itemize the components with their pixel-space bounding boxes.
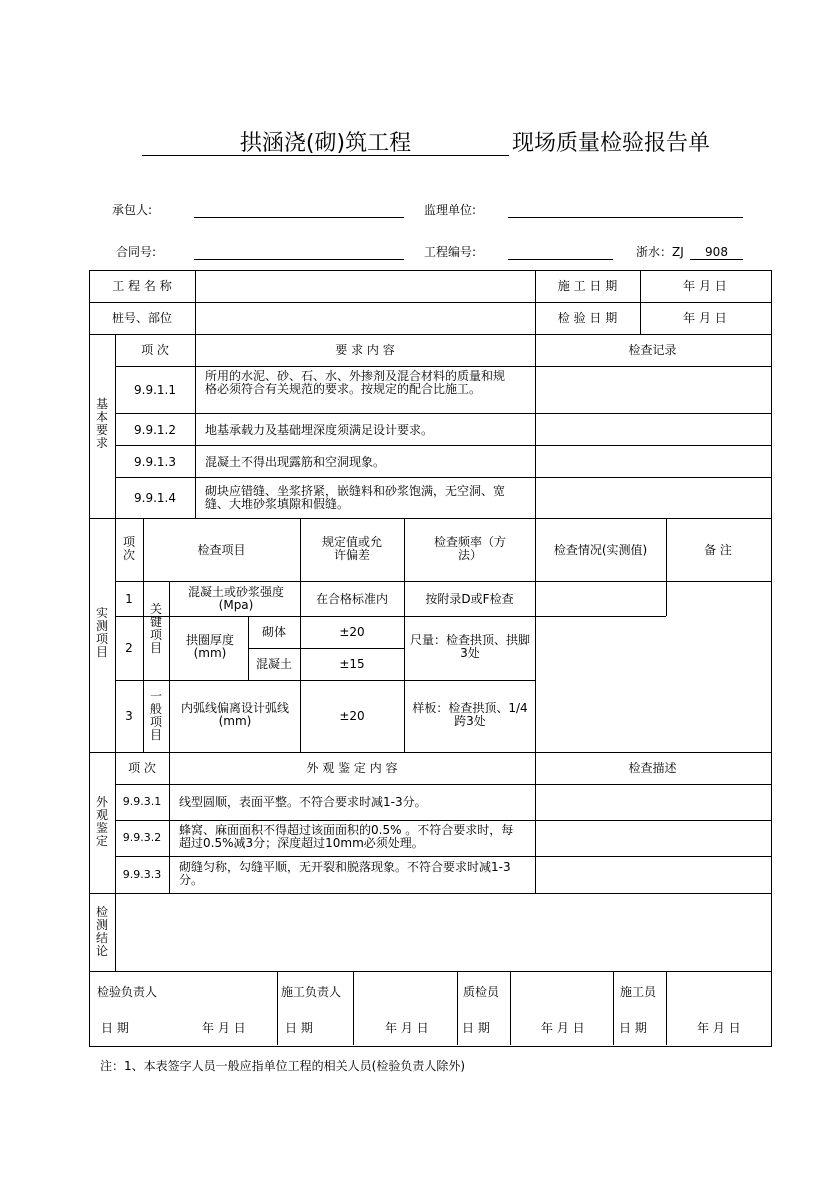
measured-row-tolerance: 在合格标准内 — [315, 592, 388, 606]
date-label: 日 期 — [462, 1021, 490, 1035]
appearance-section-label: 外观鉴定 — [95, 795, 108, 848]
title-underline — [142, 155, 509, 156]
measured-row-no: 2 — [125, 641, 133, 655]
measured-col-actual: 检查情况(实测值) — [553, 543, 648, 557]
construction-date-field[interactable]: 年 月 日 — [683, 279, 727, 293]
appearance-item-no: 9.9.3.3 — [122, 868, 162, 881]
measured-sub-item: 砌体 — [261, 625, 286, 639]
supervisor-field[interactable] — [508, 217, 743, 218]
basic-item-no: 9.9.1.2 — [134, 423, 176, 437]
measured-col-frequency: 检查频率（方 法） — [433, 535, 506, 562]
contractor-field[interactable] — [194, 217, 404, 218]
contractor-label: 承包人: — [112, 203, 153, 217]
conclusion-field[interactable] — [116, 894, 770, 971]
measured-col-tolerance: 规定值或允许偏差 — [322, 535, 383, 562]
date-label: 日 期 — [619, 1021, 647, 1035]
col-line — [666, 971, 667, 1045]
title-report: 现场质量检验报告单 — [512, 131, 711, 156]
measured-section-label: 实测项目 — [95, 606, 108, 659]
appearance-col-desc: 检查描述 — [628, 761, 677, 775]
inspector-label: 检验负责人 — [97, 985, 158, 999]
measured-row-item: 拱圈厚度(mm) — [185, 633, 234, 660]
row-line — [115, 616, 666, 617]
measured-col-item: 检查项目 — [197, 543, 246, 557]
row-line — [115, 856, 771, 857]
row-line — [89, 334, 771, 335]
conclusion-section-label: 检测结论 — [95, 905, 108, 958]
row-line — [248, 648, 404, 649]
measured-row-actual[interactable] — [536, 582, 665, 615]
appearance-item-no: 9.9.3.1 — [122, 795, 162, 808]
measured-row-tolerance: ±20 — [339, 625, 365, 639]
basic-item-text: 所用的水泥、砂、石、水、外掺剂及混合材料的质量和规格必须符合有关规范的要求。按规定的配合比施工。 — [205, 369, 506, 396]
form-prefix: 浙水：ZJ — [636, 245, 684, 259]
measured-col-no: 项次 — [122, 535, 135, 562]
measured-row-no: 1 — [125, 592, 133, 606]
measured-row-item: 内弧线偏离设计弧线(mm) — [180, 701, 289, 728]
basic-item-text: 砌块应错缝、坐浆挤紧，嵌缝料和砂浆饱满，无空洞、宽缝、大堆砂浆填隙和假缝。 — [205, 484, 506, 511]
col-line — [535, 334, 536, 518]
date-label: 日 期 — [285, 1021, 313, 1035]
appearance-item-text: 线型圆顺，表面平整。不符合要求时减1-3分。 — [179, 795, 427, 809]
basic-item-no: 9.9.1.3 — [134, 455, 176, 469]
col-line — [613, 971, 614, 1045]
basic-col-content: 要 求 内 容 — [335, 343, 395, 357]
appearance-item-text: 砌缝匀称，勾缝平顺，无开裂和脱落现象。不符合要求时减1-3分。 — [179, 860, 511, 887]
appearance-item-no: 9.9.3.2 — [122, 831, 162, 844]
construction-date-label: 施 工 日 期 — [557, 279, 618, 293]
row-line — [89, 518, 771, 519]
quality-inspector-label: 质检员 — [463, 985, 500, 999]
basic-col-record: 检查记录 — [628, 343, 677, 357]
constructor-label: 施工员 — [620, 985, 657, 999]
measured-row-item: 混凝土或砂浆强度(Mpa) — [187, 585, 284, 612]
date-field[interactable]: 年 月 日 — [202, 1021, 246, 1035]
row-line — [115, 680, 535, 681]
supervisor-label: 监理单位: — [424, 203, 477, 217]
project-no-label: 工程编号: — [424, 245, 477, 259]
col-line — [457, 971, 458, 1045]
col-line — [404, 518, 405, 752]
form-number: 908 — [705, 245, 728, 259]
row-line — [89, 971, 771, 972]
project-name-field[interactable] — [196, 271, 535, 302]
basic-item-no: 9.9.1.1 — [134, 383, 176, 397]
row-line — [115, 784, 771, 785]
project-name-label: 工 程 名 称 — [112, 279, 172, 293]
contract-no-label: 合同号: — [116, 245, 157, 259]
basic-item-no: 9.9.1.4 — [134, 491, 176, 505]
row-line — [115, 820, 771, 821]
footnote: 注：1、本表签字人员一般应指单位工程的相关人员(检验负责人除外) — [100, 1059, 466, 1073]
col-line — [169, 581, 170, 752]
measured-row-tolerance: ±15 — [339, 657, 365, 671]
measured-row-method: 按附录D或F检查 — [425, 592, 514, 606]
col-line — [277, 971, 278, 1045]
general-items-label: 一般项目 — [149, 689, 162, 742]
measured-row-tolerance: ±20 — [339, 709, 365, 723]
row-line — [115, 477, 771, 478]
col-line — [195, 334, 196, 518]
title-project: 拱涵浇(砌)筑工程 — [239, 131, 412, 156]
measured-row-method: 样板：检查拱顶、1/4跨3处 — [412, 701, 528, 728]
form-number-underline — [690, 259, 743, 260]
date-label: 日 期 — [101, 1021, 129, 1035]
measured-row-no: 3 — [125, 709, 133, 723]
project-no-field[interactable] — [508, 259, 613, 260]
appearance-col-content: 外 观 鉴 定 内 容 — [306, 761, 398, 775]
row-line — [115, 413, 771, 414]
col-line — [666, 518, 667, 616]
station-label: 桩号、部位 — [111, 311, 172, 325]
contract-no-field[interactable] — [194, 259, 404, 260]
date-field[interactable]: 年 月 日 — [697, 1021, 741, 1035]
basic-item-text: 地基承载力及基础埋深度须满足设计要求。 — [205, 423, 434, 437]
row-line — [115, 366, 771, 367]
col-line — [510, 971, 511, 1045]
station-field[interactable] — [196, 303, 535, 334]
measured-col-remark: 备 注 — [704, 543, 732, 557]
row-line — [115, 445, 771, 446]
construction-lead-label: 施工负责人 — [281, 985, 342, 999]
appearance-col-item: 项 次 — [128, 761, 156, 775]
appearance-item-text: 蜂窝、麻面面积不得超过该面面积的0.5% 。不符合要求时，每超过0.5%减3分；深度超过10mm必须处理。 — [179, 823, 514, 850]
date-field[interactable]: 年 月 日 — [541, 1021, 585, 1035]
inspection-date-label: 检 验 日 期 — [557, 311, 618, 325]
row-line — [89, 752, 771, 753]
key-items-label: 关键项目 — [149, 602, 162, 655]
measured-row-method: 尺量：检查拱顶、拱脚3处 — [409, 633, 530, 660]
col-line — [353, 971, 354, 1045]
basic-col-item: 项 次 — [141, 343, 169, 357]
measured-sub-item: 混凝土 — [255, 657, 292, 671]
date-field[interactable]: 年 月 日 — [385, 1021, 429, 1035]
basic-item-text: 混凝土不得出现露筋和空洞现象。 — [205, 455, 386, 469]
row-line — [115, 581, 771, 582]
basic-section-label: 基本要求 — [95, 397, 108, 450]
inspection-date-field[interactable]: 年 月 日 — [683, 311, 727, 325]
